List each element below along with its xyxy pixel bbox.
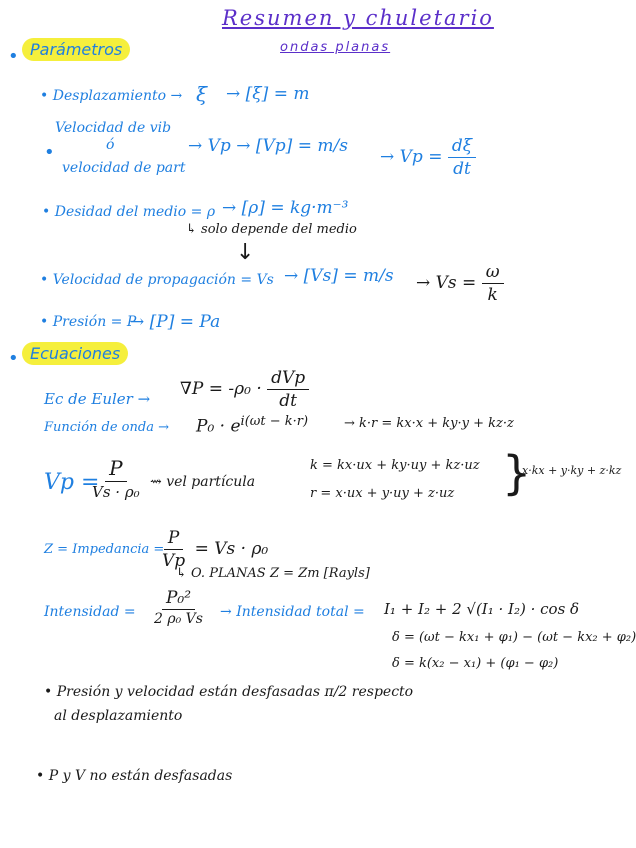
section-ecuaciones: Ecuaciones xyxy=(22,344,128,363)
pressure-units: → [P] = Pa xyxy=(130,312,221,332)
intensity-total-label: → Intensidad total = xyxy=(220,604,365,620)
intensity-label: Intensidad = xyxy=(44,604,136,620)
delta-definition: δ = (ωt − kx₁ + φ₁) − (ωt − kx₂ + φ₂) xyxy=(392,630,636,645)
impedance-label: Z = Impedancia = xyxy=(44,542,165,557)
desp-symbol: ξ xyxy=(196,82,208,106)
section-bullet: • xyxy=(8,46,19,67)
vib-label-2: velocidad de part xyxy=(62,160,186,176)
brace-result: x·kx + y·ky + z·kz xyxy=(522,464,622,477)
right-brace: } xyxy=(502,446,532,500)
note-no-dephase: • P y V no están desfasadas xyxy=(36,768,233,784)
vp-lhs: Vp = xyxy=(44,470,100,495)
note-dephase-1: • Presión y velocidad están desfasadas π/2 respecto xyxy=(44,684,414,700)
desp-label: • Desplazamiento → xyxy=(40,88,183,104)
euler-equation: ∇P = -ρ₀ · $\frac{\text{dVp}}{dt}$ xyxy=(180,368,309,411)
wave-label: Función de onda → xyxy=(44,420,169,435)
prop-label: • Velocidad de propagación = Vs xyxy=(40,272,274,288)
desp-units: → [ξ] = m xyxy=(226,84,310,104)
arrow-down: ↓ xyxy=(236,240,255,265)
density-units: → [ρ] = kg·m⁻³ xyxy=(222,198,349,218)
vp-derivative: → Vp = $\frac{d\xi}{dt}$ xyxy=(380,136,476,179)
impedance-note-2: Z = Zm [Rayls] xyxy=(270,566,370,581)
prop-units: → [Vs] = m/s xyxy=(284,266,394,286)
delta-simplified: δ = k(x₂ − x₁) + (φ₁ − φ₂) xyxy=(392,656,559,671)
density-label: • Desidad del medio = ρ xyxy=(42,204,216,220)
impedance-note: ↳ O. PLANAS xyxy=(176,566,266,581)
vib-bullet: • xyxy=(44,142,55,163)
kr-expression: → k·r = kx·x + ky·y + kz·z xyxy=(344,416,514,431)
k-vector: k = kx·ux + ky·uy + kz·uz xyxy=(310,458,480,473)
intensity-fraction: $\frac{\text{P₀²}}{\text{2 ρ₀ Vs}}$ xyxy=(154,588,203,627)
density-note: ↳ solo depende del medio xyxy=(186,222,357,237)
vs-eq: → Vs = $\frac{\omega}{k}$ xyxy=(416,262,504,305)
section-parametros: Parámetros xyxy=(22,40,130,59)
r-vector: r = x·ux + y·uy + z·uz xyxy=(310,486,455,501)
vp-def: → Vp → [Vp] = m/s xyxy=(188,136,348,156)
vp-fraction: $\frac{P}{\text{Vs · ρ₀}}$ xyxy=(92,456,140,501)
vib-label-o: ó xyxy=(106,137,115,153)
wave-function: $P_0 \cdot e^{i(\omega t - k\cdot r)}$ xyxy=(196,414,309,437)
page-title: Resumen y chuletario xyxy=(222,6,494,30)
vp-note: ⇝ vel partícula xyxy=(150,474,256,490)
pressure-label: • Presión = P xyxy=(40,314,137,330)
intensity-total-expr: I₁ + I₂ + 2 √(I₁ · I₂) · cos δ xyxy=(384,600,580,618)
section-bullet: • xyxy=(8,348,19,369)
page-subtitle: ondas planas xyxy=(280,40,391,55)
note-dephase-2: al desplazamiento xyxy=(54,708,183,724)
impedance-fraction: $\frac{P}{Vp}$ = Vs · ρ₀ xyxy=(162,528,269,571)
vib-label-1: Velocidad de vib xyxy=(55,120,172,136)
euler-label: Ec de Euler → xyxy=(44,390,151,408)
